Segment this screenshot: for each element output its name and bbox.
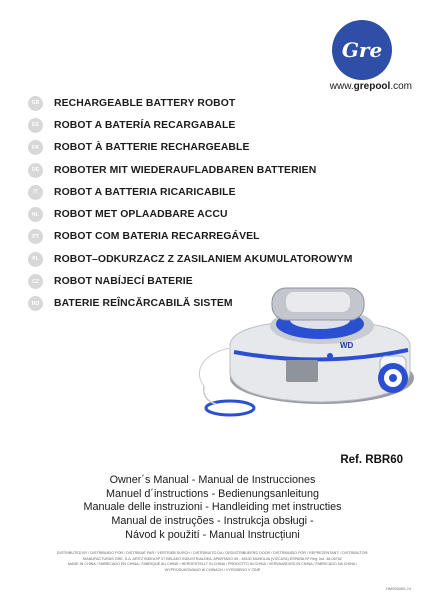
fine-print-line: WYPRODUKOWANO W CHINACH / VYROBENO V ČÍNĚ	[164, 567, 261, 572]
document-code: HM998085.24	[385, 586, 411, 591]
title-row-it	[28, 181, 408, 203]
distributor-fine-print	[14, 551, 411, 573]
website-url[interactable]	[300, 81, 412, 92]
gre-logo	[332, 20, 392, 80]
product-title: RECHARGEABLE BATTERY ROBOT	[54, 97, 236, 109]
title-row-nl	[28, 203, 408, 225]
flag-icon: RO	[28, 296, 43, 311]
manual-titles	[0, 474, 425, 543]
product-title: ROBOT À BATTERIE RECHARGEABLE	[54, 142, 250, 154]
title-row-de	[28, 159, 408, 181]
flag-icon: IT	[28, 185, 43, 200]
product-title: ROBOT MET OPLAADBARE ACCU	[54, 209, 228, 221]
flag-icon: CZ	[28, 274, 43, 289]
title-row-gb	[28, 92, 408, 114]
manual-line: Manuel d´instructions - Bedienungsanleitung	[105, 487, 320, 500]
flag-icon: FR	[28, 140, 43, 155]
manual-line: Návod k použití - Manual Instrucțiuni	[125, 528, 300, 541]
flag-icon: DE	[28, 163, 43, 178]
website-domain: grepool	[353, 81, 391, 92]
product-title: ROBOT NABÍJECÍ BATERIE	[54, 276, 193, 288]
product-title: BATERIE REÎNCĂRCABILĂ SISTEM	[54, 298, 233, 310]
website-prefix: www.	[329, 81, 354, 92]
flag-icon: GB	[28, 96, 43, 111]
manual-line: Manual de instruções - Instrukcja obsługi -	[111, 515, 314, 528]
flag-icon: PT	[28, 229, 43, 244]
robot-label: WD	[340, 341, 354, 350]
pool-robot-illustration	[190, 282, 420, 422]
product-title: ROBOTER MIT WIEDERAUFLADBAREN BATTERIEN	[54, 164, 317, 176]
fine-print-line: MANUFACTURAS GRE, S.A. ARITZ BIDEA Nº 57 BELAKO INDUSTRIALDEA, APARTADO 69 - 48100 MUNGUIA (VIZCAYA) ESPAÑA Nº Reg. Ind. 48-06762	[83, 556, 342, 561]
title-row-pt	[28, 226, 408, 248]
product-title: ROBOT COM BATERIA RECARREGÁVEL	[54, 231, 260, 243]
fine-print-line: DISTRIBUTED BY / DISTRIBUIDO POR / DISTRIBUÉ PAR / VERTRIEB DURCH / DISTRIBUITO DA / GEDISTRIBUEERD DOOR / DISTRIBUÍDO POR / REPREZENTANT: / DISTRIBUTOR:	[56, 551, 369, 555]
manual-line: Manuale delle instruzioni - Handleiding met instructies	[83, 501, 342, 514]
flag-icon: PL	[28, 252, 43, 267]
product-title: ROBOT A BATERÍA RECARGABALE	[54, 119, 236, 131]
title-row-pl	[28, 248, 408, 270]
product-title: ROBOT–ODKURZACZ Z ZASILANIEM AKUMULATOROWYM	[54, 253, 353, 265]
title-row-es	[28, 114, 408, 136]
product-title: ROBOT A BATTERIA RICARICABILE	[54, 186, 236, 198]
flag-icon: ES	[28, 118, 43, 133]
manual-line: Owner´s Manual - Manual de Instrucciones	[109, 474, 316, 486]
fine-print-line: MADE IN CHINA / FABRICADO EN CHINA / FABRIQUÉ AU CHINE / HERGESTELLT IN CHINA / PRODOTTO IN CHINA / VERVAARDIGD IN CHINA / FABRICADO NA CHINA /	[67, 562, 358, 567]
flag-icon: NL	[28, 207, 43, 222]
title-row-fr	[28, 137, 408, 159]
website-suffix: .com	[390, 81, 412, 92]
logo-text: Gre	[341, 38, 383, 62]
reference-number: Ref. RBR60	[340, 454, 403, 466]
